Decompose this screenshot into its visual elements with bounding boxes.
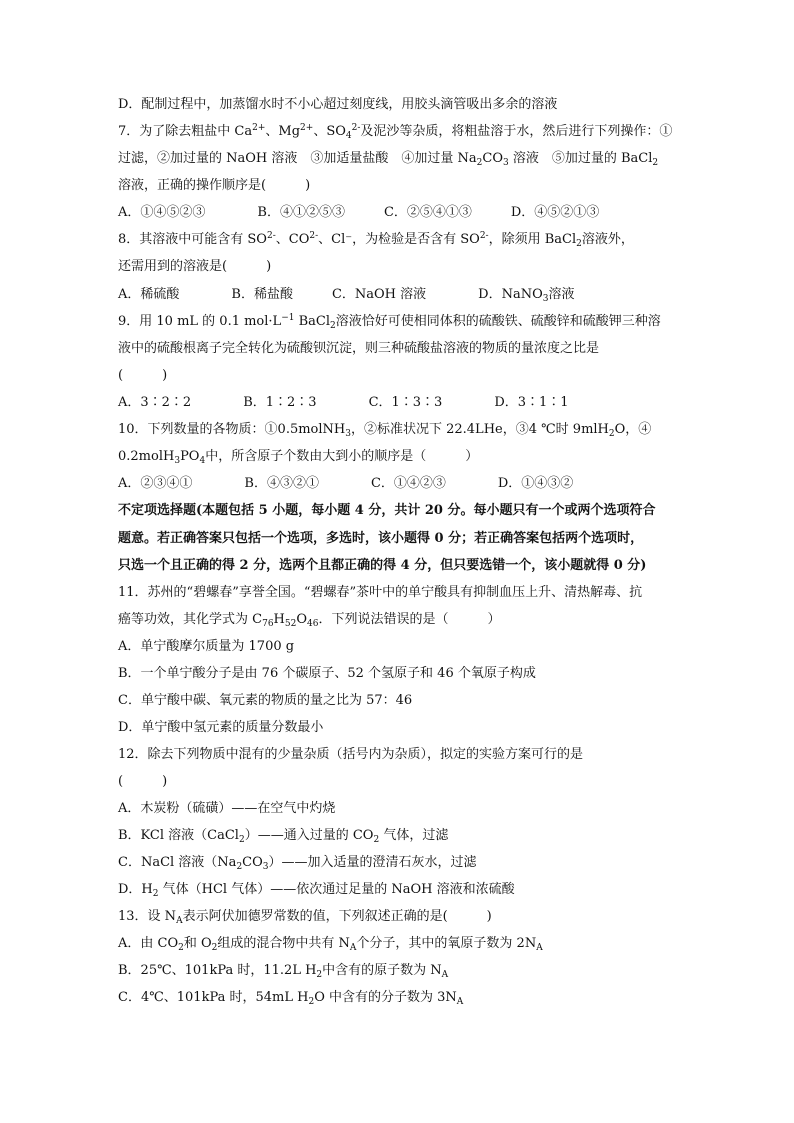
subscript: 4: [345, 131, 352, 141]
text-run: 溶液，正确的操作顺序是( ): [118, 178, 311, 193]
subscript: 2: [476, 158, 483, 168]
question-12-option-b: [118, 827, 678, 845]
superscript: 2-: [351, 123, 361, 133]
text-run: 组成的混合物中共有 N: [217, 936, 350, 951]
subscript: 2: [330, 321, 336, 331]
text-run: ，②标准状况下 22.4LHe，③4 ℃时 9mlH: [350, 422, 609, 437]
text-run: CO: [242, 855, 263, 870]
text-run: 、CO: [275, 232, 310, 247]
question-11-option-a: [118, 638, 678, 656]
subscript: 3: [503, 158, 509, 168]
text-run: ( ): [118, 774, 168, 789]
question-7-line-1: [118, 123, 678, 141]
subscript: 3: [262, 862, 269, 872]
text-run: 不定项选择题(本题包括 5 小题，每小题 4 分，共计 20 分。每小题只有一个或两个选项符合: [118, 503, 656, 518]
question-10-options: [118, 475, 678, 493]
subscript: 2: [236, 862, 243, 872]
text-run: B．一个单宁酸分子是由 76 个碳原子、52 个氢原子和 46 个氧原子构成: [118, 666, 536, 681]
subscript: A: [349, 943, 357, 953]
question-8-options: [118, 286, 678, 304]
text-run: ( ): [118, 368, 168, 383]
question-11-option-d: [118, 719, 678, 737]
question-13-option-b: [118, 962, 678, 980]
text-run: ）——加入适量的澄清石灰水，过滤: [268, 855, 477, 870]
text-run: 0.2molH: [118, 449, 175, 464]
superscript: 2-: [309, 231, 319, 241]
superscript: 2+: [300, 123, 314, 133]
subscript: 76: [262, 619, 274, 629]
subscript: A: [441, 970, 449, 980]
text-run: 及泥沙等杂质，将粗盐溶于水，然后进行下列操作：①: [360, 124, 673, 139]
question-8-line-2: [118, 258, 678, 276]
text-run: A．单宁酸摩尔质量为 1700 g: [118, 639, 295, 654]
text-run: 个分子，其中的氧原子数为 2N: [356, 936, 537, 951]
text-run: BaCl: [294, 314, 331, 329]
text-run: 题意。若正确答案只包括一个选项，多选时，该小题得 0 分；若正确答案包括两个选项时，: [118, 531, 644, 546]
text-run: 癌等功效，其化学式为 C: [118, 612, 263, 627]
subscript: 3: [542, 294, 549, 304]
text-run: B．KCl 溶液（CaCl: [118, 828, 239, 843]
question-12-line-2: [118, 773, 678, 791]
text-run: 11．苏州的“碧螺春”享誉全国。“碧螺春”茶叶中的单宁酸具有抑制血压上升、清热解毒、抗: [118, 585, 643, 600]
question-8-line-1: [118, 231, 678, 249]
text-run: 7．为了除去粗盐中 Ca: [118, 124, 253, 139]
question-10-line-1: [118, 421, 678, 439]
text-run: 、SO: [313, 124, 346, 139]
text-run: 10．下列数量的各物质：①0.5molNH: [118, 422, 346, 437]
subscript: 52: [284, 619, 297, 629]
subscript: 3: [345, 429, 351, 439]
section-instructions-line-2: [118, 530, 678, 548]
text-run: CO: [482, 151, 503, 166]
superscript: 2-: [479, 231, 489, 241]
text-run: C．单宁酸中碳、氧元素的物质的量之比为 57：46: [118, 693, 413, 708]
text-run: 溶液: [548, 287, 575, 302]
question-12-line-1: [118, 746, 678, 764]
text-run: C．NaCl 溶液（Na: [118, 855, 237, 870]
text-run: D．单宁酸中氢元素的质量分数最小: [118, 720, 324, 735]
question-13-option-a: [118, 935, 678, 953]
superscript: 2-: [266, 231, 276, 241]
text-run: A．木炭粉（硫磺）——在空气中灼烧: [118, 801, 336, 816]
superscript: 2+: [252, 123, 266, 133]
text-run: O 中含有的分子数为 3N: [314, 990, 457, 1005]
question-12-option-c: [118, 854, 678, 872]
question-9-line-1: [118, 313, 678, 331]
subscript: 2: [373, 835, 380, 845]
subscript: 2: [308, 997, 315, 1007]
text-run: A．3∶2∶2 B．1∶2∶3 C．1∶3∶3 D．3∶1∶1: [118, 395, 569, 410]
subscript: 2: [316, 970, 323, 980]
text-run: A．稀硫酸 B．稀盐酸 C．NaOH 溶液 D．NaNO: [118, 287, 543, 302]
subscript: 3: [174, 456, 181, 466]
question-11-line-1: [118, 584, 678, 602]
subscript: A: [176, 916, 183, 926]
question-11-option-c: [118, 692, 678, 710]
text-run: 13．设 N: [118, 909, 177, 924]
text-run: 只选一个且正确的得 2 分，选两个且都正确的得 4 分，但只要选错一个，该小题就得 0 分): [118, 558, 647, 573]
text-run: PO: [180, 449, 200, 464]
question-7-options: [118, 204, 678, 222]
section-instructions-line-3: [118, 557, 678, 575]
question-7-line-3: [118, 177, 678, 195]
question-13-line-1: [118, 908, 678, 926]
text-run: 过滤，②加过量的 NaOH 溶液 ③加适量盐酸 ④加过量 Na: [118, 151, 477, 166]
text-run: 中含有的原子数为 N: [322, 963, 442, 978]
question-9-line-3: [118, 367, 678, 385]
line-d-dilution-option: [118, 96, 678, 114]
text-run: 溶液恰好可使相同体积的硫酸铁、硫酸锌和硫酸钾三种溶: [335, 314, 661, 329]
question-7-line-2: [118, 150, 678, 168]
text-run: 8．其溶液中可能含有 SO: [118, 232, 267, 247]
subscript: 46: [307, 619, 319, 629]
text-run: D．配制过程中，加蒸馏水时不小心超过刻度线，用胶头滴管吸出多余的溶液: [118, 97, 558, 112]
text-run: 还需用到的溶液是( ): [118, 259, 272, 274]
text-run: ）——通入过量的 CO: [244, 828, 374, 843]
question-11-option-b: [118, 665, 678, 683]
text-run: D．H: [118, 882, 153, 897]
subscript: 2: [178, 943, 184, 953]
text-run: ，除须用 BaCl: [488, 232, 577, 247]
subscript: 2: [152, 889, 159, 899]
text-run: 12．除去下列物质中混有的少量杂质（括号内为杂质），拟定的实验方案可行的是: [118, 747, 584, 762]
text-run: 、Cl⁻，为检验是否含有 SO: [318, 232, 480, 247]
subscript: 2: [652, 158, 659, 168]
text-run: A．①④⑤②③ B．④①②⑤③ C．②⑤④①③ D．④⑤②①③: [118, 205, 600, 220]
subscript: A: [456, 997, 464, 1007]
question-13-option-c: [118, 989, 678, 1007]
text-run: A．②③④① B．④③②① C．①④②③ D．①④③②: [118, 476, 574, 491]
text-run: 9．用 10 mL 的 0.1 mol·L: [118, 314, 282, 329]
text-run: C．4℃、101kPa 时，54mL H: [118, 990, 309, 1005]
text-run: 液中的硫酸根离子完全转化为硫酸钡沉淀，则三种硫酸盐溶液的物质的量浓度之比是: [118, 341, 600, 356]
subscript: 2: [238, 835, 245, 845]
text-run: 溶液 ⑤加过量的 BaCl: [508, 151, 653, 166]
question-12-option-d: [118, 881, 678, 899]
text-run: B．25℃、101kPa 时，11.2L H: [118, 963, 317, 978]
subscript: 2: [211, 943, 218, 953]
question-11-line-2: [118, 611, 678, 629]
text-run: A．由 CO: [118, 936, 179, 951]
section-instructions-line-1: [118, 502, 678, 520]
text-run: 气体，过滤: [379, 828, 449, 843]
text-run: 中，所含原子个数由大到小的顺序是（ ）: [205, 449, 479, 464]
question-12-option-a: [118, 800, 678, 818]
text-run: 和 O: [183, 936, 212, 951]
text-run: O: [296, 612, 308, 627]
subscript: A: [536, 943, 543, 953]
text-run: 气体（HCl 气体）——依次通过足量的 NaOH 溶液和浓硫酸: [158, 882, 515, 897]
text-run: 表示阿伏加德罗常数的值，下列叙述正确的是( ): [182, 909, 492, 924]
text-run: ．下列说法错误的是（ ）: [318, 612, 501, 627]
subscript: 2: [576, 239, 582, 249]
text-run: H: [273, 612, 285, 627]
subscript: 4: [199, 456, 206, 466]
superscript: −1: [281, 313, 295, 323]
text-run: 、Mg: [265, 124, 301, 139]
question-9-line-2: [118, 340, 678, 358]
text-run: O，④: [614, 422, 652, 437]
question-9-options: [118, 394, 678, 412]
subscript: 2: [608, 429, 615, 439]
question-10-line-2: [118, 448, 678, 466]
text-run: 溶液外，: [581, 232, 634, 247]
